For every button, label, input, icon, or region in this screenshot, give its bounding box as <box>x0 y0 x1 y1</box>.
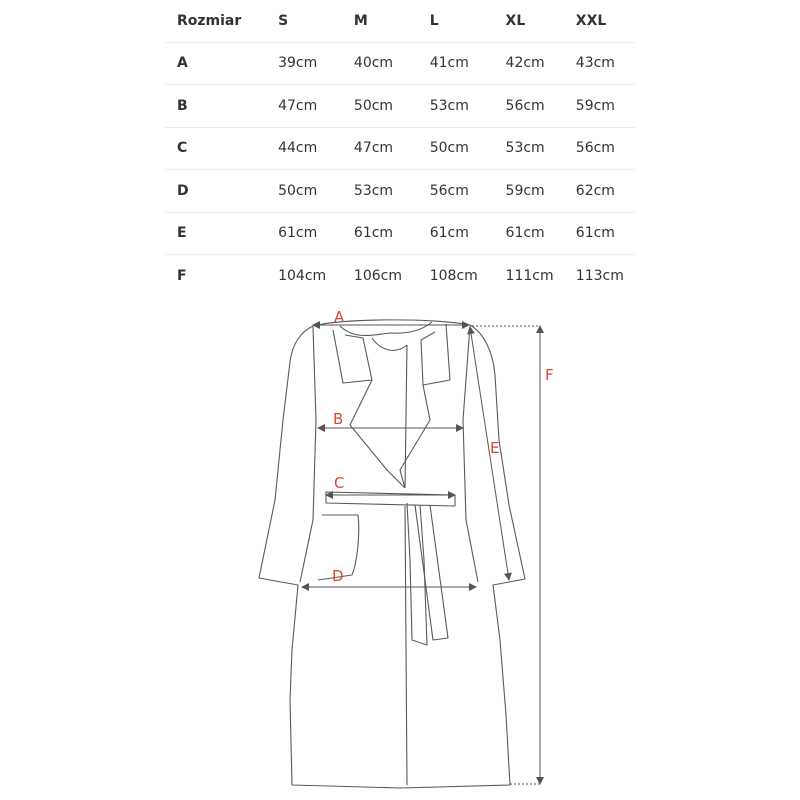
table-cell: 41cm <box>430 42 506 85</box>
table-cell: 61cm <box>354 212 430 255</box>
table-cell: 53cm <box>430 85 506 128</box>
coat-diagram <box>0 300 800 800</box>
label-b: B <box>333 410 344 428</box>
table-cell: 106cm <box>353 267 402 284</box>
table-cell: 59cm <box>506 170 576 213</box>
table-cell: 50cm <box>430 127 506 170</box>
row-label: C <box>165 127 278 170</box>
coat-outline <box>259 320 525 788</box>
header-xxl: XXL <box>576 0 635 42</box>
table-cell: 39cm <box>278 42 354 85</box>
table-cell: 56cm <box>576 127 635 170</box>
table-header-row <box>165 0 635 42</box>
header-m: M <box>354 0 430 42</box>
table-row <box>165 212 635 255</box>
row-label: F <box>177 267 187 284</box>
table-cell: 50cm <box>354 85 430 128</box>
label-d: D <box>332 567 344 585</box>
table-cell: 53cm <box>354 170 430 213</box>
size-table <box>165 0 635 297</box>
table-cell: 111cm <box>505 267 554 284</box>
row-label: E <box>165 212 278 255</box>
table-cell: 104cm <box>278 267 327 284</box>
table-row <box>165 170 635 213</box>
label-e: E <box>490 439 500 457</box>
table-cell: 56cm <box>430 170 506 213</box>
table-cell: 113cm <box>575 267 624 284</box>
table-cell: 47cm <box>278 85 354 128</box>
measure-lines <box>302 325 540 784</box>
table-row <box>165 255 635 297</box>
table-cell: 50cm <box>278 170 354 213</box>
table-cell: 59cm <box>576 85 635 128</box>
label-f: F <box>545 366 554 384</box>
table-cell: 61cm <box>576 212 635 255</box>
table-cell: 61cm <box>430 212 506 255</box>
table-cell: 61cm <box>506 212 576 255</box>
label-a: A <box>334 308 345 326</box>
table-cell: 43cm <box>576 42 635 85</box>
table-cell: 53cm <box>506 127 576 170</box>
table-cell: 40cm <box>354 42 430 85</box>
header-xl: XL <box>506 0 576 42</box>
table-cell: 56cm <box>506 85 576 128</box>
header-l: L <box>430 0 506 42</box>
table-cell: 108cm <box>429 267 478 284</box>
table-cell: 62cm <box>576 170 635 213</box>
table-cell: 42cm <box>506 42 576 85</box>
table-cell: 44cm <box>278 127 354 170</box>
header-s: S <box>278 0 354 42</box>
table-row <box>165 42 635 85</box>
row-label: D <box>165 170 278 213</box>
row-label: B <box>165 85 278 128</box>
table-row <box>165 127 635 170</box>
label-c: C <box>334 474 345 492</box>
table-cell: 47cm <box>354 127 430 170</box>
table-row <box>165 85 635 128</box>
header-size: Rozmiar <box>165 0 278 42</box>
row-label: A <box>165 42 278 85</box>
table-cell: 61cm <box>278 212 354 255</box>
